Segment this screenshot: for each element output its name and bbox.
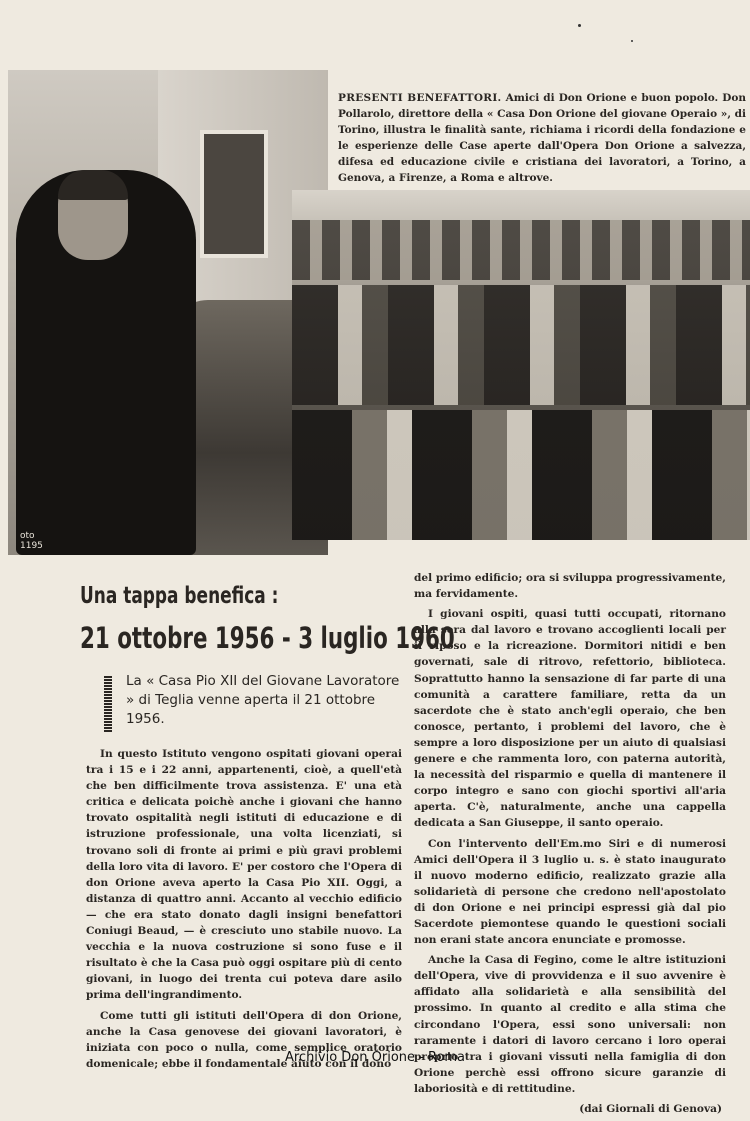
intro-text: La « Casa Pio XII del Giovane Lavoratore » di Teglia venne aperta il 21 ottobre 1956. xyxy=(126,673,400,727)
paragraph: del primo edificio; ora si sviluppa progressivamente, ma fervidamente. xyxy=(414,572,726,601)
audience-front-row xyxy=(292,410,750,540)
photo-stamp xyxy=(20,531,43,551)
paragraph: Con l'intervento dell'Em.mo Siri e di numerosi Amici dell'Opera il 3 luglio u. s. è stato inaugurato il nuovo moderno edificio, realizzato grazie alla solidarietà di persone che credono nell'apostolato di don Orione e nei principi espressi già dal pio Sacerdote piemontese quando le questioni sociali non erani state ancora enunciate e promosse. xyxy=(414,837,726,947)
paragraph: Come tutti gli istituti dell'Opera di don Orione, anche la Casa genovese dei giovani lavoratori, è iniziata con poco o nulla, come semplice oratorio domenicale; ebbe il fondamentale aiuto con il dono xyxy=(86,1009,402,1070)
photo-caption xyxy=(338,90,746,186)
paragraph: In questo Istituto vengono ospitati giovani operai tra i 15 e i 22 anni, appartenenti, cioè, a quell'età che ben difficilmente trova assistenza. E' una età critica e delicata poichè anche i giovani che hanno trovato ospitalità negli istituti di educazione e di istruzione professionale, una volta licenziati, si trovano soli di fronte ai primi e più gravi problemi della loro vita di lavoro. E' per costoro che l'Opera di don Orione aveva aperto la Casa Pio XII. Oggi, a distanza di quattro anni. Accanto al vecchio edificio — che era stato donato dagli insigni benefattori Coniugi Beaud, — è cresciuto uno stabile nuovo. La vecchia e la nuova costruzione si sono fuse e il risultato è che la Casa può oggi ospitare più di cento giovani, in luogo dei trenta cui poteva dare asilo prima dell'ingrandimento. xyxy=(86,748,402,1002)
intro-rule-bar xyxy=(104,676,112,732)
print-speck xyxy=(578,24,581,27)
photo-audience xyxy=(292,190,750,540)
headline-line-1: Una tappa benefica : xyxy=(80,583,279,609)
article-column-left xyxy=(86,746,402,1076)
paragraph: I giovani ospiti, quasi tutti occupati, ritornano alla sera dal lavoro e trovano accoglienti locali per il riposo e la ricreazione. Dormitori nitidi e ben governati, sale di ritrovo, refettorio, biblioteca. Soprattutto hanno la sensazione di far parte di una comunità a carattere familiare, retta da un sacerdote che è stato anch'egli operaio, che ben conosce, pertanto, i problemi del lavoro, che è sempre a loro disposizione per un aiuto di qualsiasi genere e che rammenta loro, con paterna autorità, la necessità del risparmio e quella di mantenere il corpo integro e sano con giochi sportivi all'aria aperta. C'è, naturalmente, anche una cappella dedicata a San Giuseppe, il santo operaio. xyxy=(414,608,726,830)
archive-footer: Archivio Don Orione - Roma xyxy=(284,1050,466,1065)
photo-stamp-line2: 1195 xyxy=(20,541,43,551)
photo-stamp-line1: oto xyxy=(20,531,35,541)
audience-back-row xyxy=(292,220,750,280)
print-speck xyxy=(631,40,633,42)
audience-middle-row xyxy=(292,285,750,405)
paragraph: Anche la Casa di Fegino, come le altre istituzioni dell'Opera, vive di provvidenza e il suo avvenire è affidato alla solidarietà e alla sensibilità del prossimo. In quanto al credito e alla stima che circondano l'Opera, essi sono universali: non raramente i datori di lavoro cercano i loro operai proprio tra i giovani vissuti nella famiglia di don Orione perchè essi offrono sicure garanzie di laboriosità e di rettitudine. xyxy=(414,954,726,1095)
article-headline xyxy=(80,582,455,658)
building-window xyxy=(200,130,268,258)
caption-text: Amici di Don Orione e buon popolo. Don Pollarolo, direttore della « Casa Don Orione del giovane Operaio », di Torino, illustra le finalità sante, richiama i ricordi della fondazione e le esperienze delle Case aperte dall'Opera Don Orione a salvezza, difesa ed educazione civile e cristiana dei lavoratori, a Torino, a Genova, a Firenze, a Roma e altrove. xyxy=(338,92,746,184)
article-column-right xyxy=(414,570,726,1121)
article-source: (dai Giornali di Genova) xyxy=(579,1103,722,1115)
headline-line-2: 21 ottobre 1956 - 3 luglio 1960 xyxy=(80,621,455,655)
article-intro xyxy=(104,672,400,729)
photo-priest-speaking xyxy=(8,70,328,555)
caption-lead: PRESENTI BENEFATTORI. xyxy=(338,92,502,104)
